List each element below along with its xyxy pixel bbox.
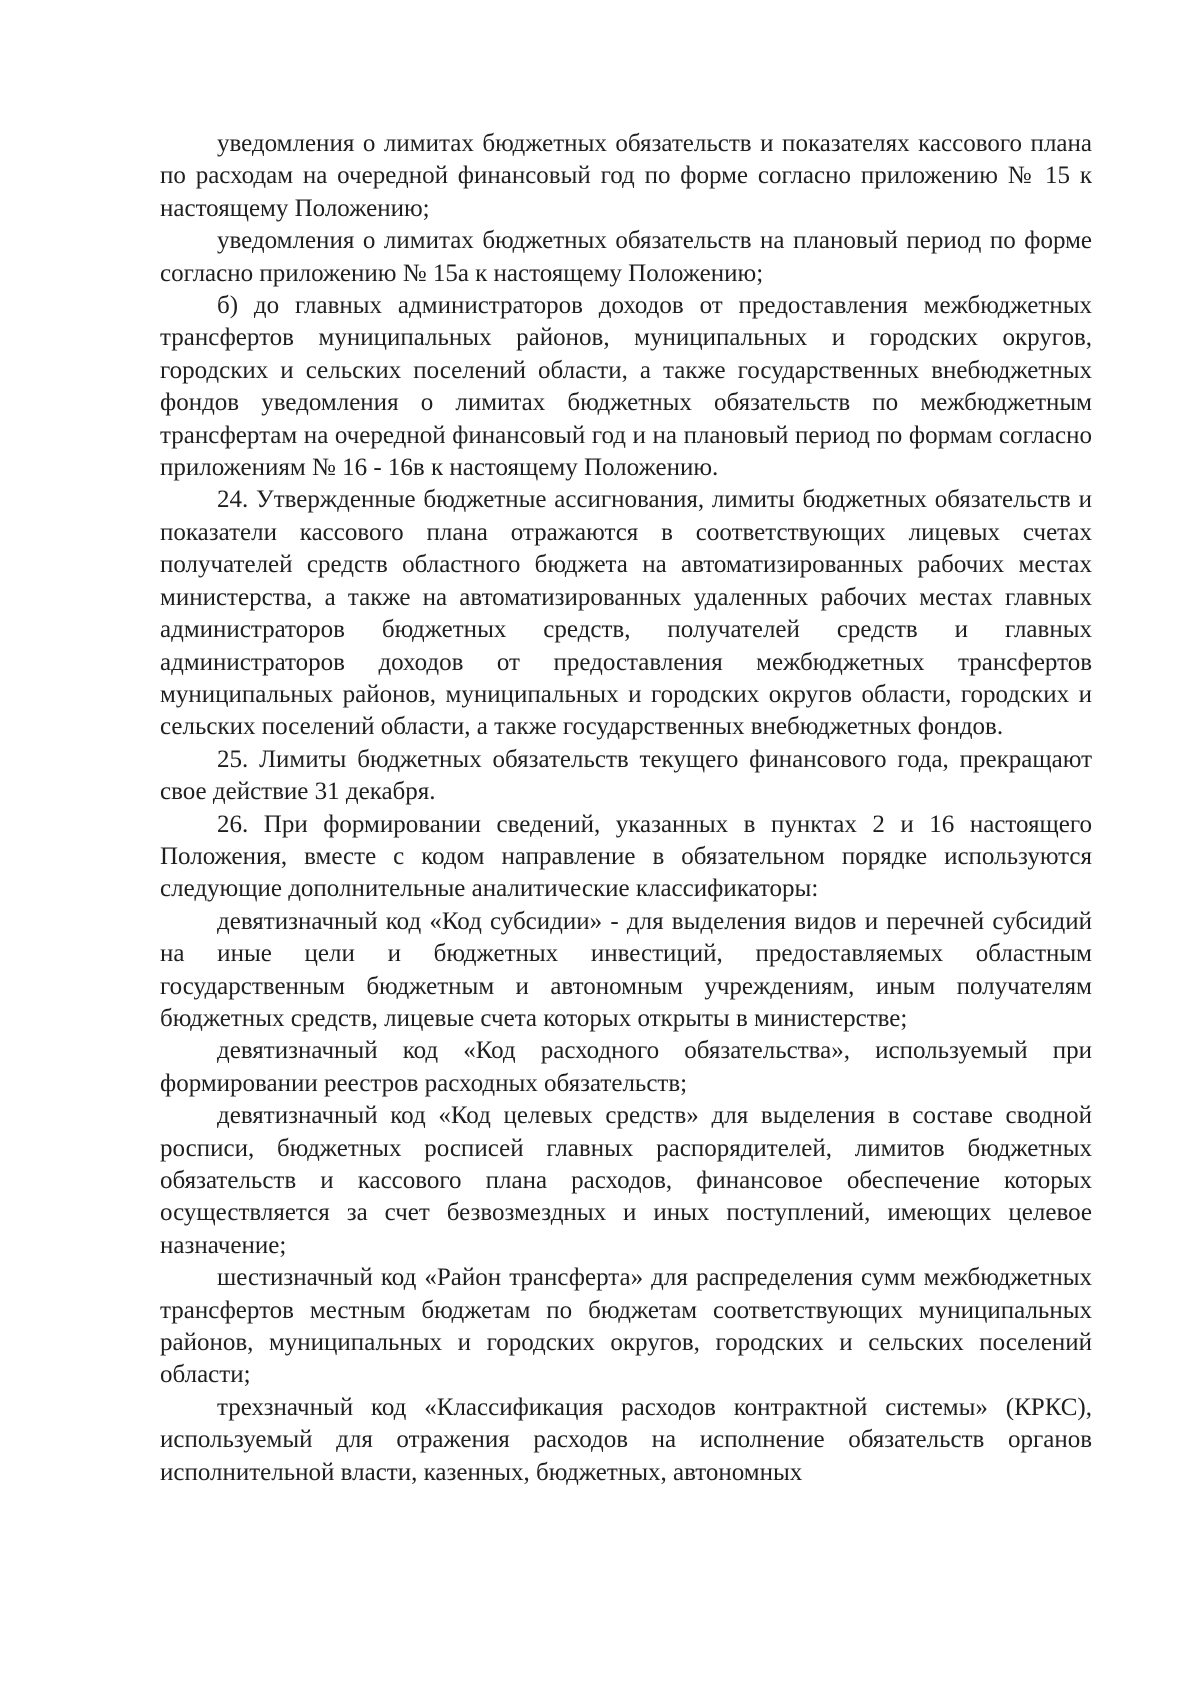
paragraph-transfer-district-code: шестизначный код «Район трансферта» для распределения сумм межбюджетных трансфертов местным бюджетам по бюджетам соответствующих муниципальных районов, муниципальных и городских округов, городских и сельских поселений области; — [160, 1264, 1092, 1389]
paragraph-26: 26. При формировании сведений, указанных в пунктах 2 и 16 настоящего Положения, вместе с кодом направление в обязательном порядке используются следующие дополнительные аналитические классификаторы: — [160, 810, 1092, 903]
paragraph-subsidy-code: девятизначный код «Код субсидии» - для выделения видов и перечней субсидий на иные цели и бюджетных инвестиций, предоставляемых областным государственным бюджетным и автономным учреждениям, иным получателям бюджетных средств, лицевые счета которых открыты в министерстве; — [160, 907, 1092, 1032]
paragraph-target-funds-code: девятизначный код «Код целевых средств» для выделения в составе сводной росписи, бюджетных росписей главных распорядителей, лимитов бюджетных обязательств и кассового плана расходов, финансовое обеспечение которых осуществляется за счет безвозмездных и иных поступлений, имеющих целевое назначение; — [160, 1102, 1092, 1259]
paragraph-25: 25. Лимиты бюджетных обязательств текущего финансового года, прекращают свое действие 31 декабря. — [160, 745, 1092, 806]
paragraph-notice-limits-cash-plan: уведомления о лимитах бюджетных обязательств и показателях кассового плана по расходам на очередной финансовый год по форме согласно приложению № 15 к настоящему Положению; — [160, 130, 1092, 222]
document-body — [160, 128, 1092, 1489]
paragraph-item-b: б) до главных администраторов доходов от предоставления межбюджетных трансфертов муниципальных районов, муниципальных и городских округов, городских и сельских поселений области, а также государственных внебюджетных фондов уведомления о лимитах бюджетных обязательств по межбюджетным трансфертам на очередной финансовый год и на плановый период по формам согласно приложениям № 16 - 16в к настоящему Положению. — [160, 292, 1092, 482]
paragraph-expense-obligation-code: девятизначный код «Код расходного обязательства», используемый при формировании реестров расходных обязательств; — [160, 1037, 1092, 1097]
paragraph-krks-code: трехзначный код «Классификация расходов контрактной системы» (КРКС), используемый для отражения расходов на исполнение обязательств органов исполнительной власти, казенных, бюджетных, автономных — [160, 1393, 1092, 1486]
paragraph-notice-limits-planning: уведомления о лимитах бюджетных обязательств на плановый период по форме согласно приложению № 15а к настоящему Положению; — [160, 227, 1092, 287]
paragraph-24: 24. Утвержденные бюджетные ассигнования, лимиты бюджетных обязательств и показатели кассового плана отражаются в соответствующих лицевых счетах получателей средств областного бюджета на автоматизированных рабочих местах министерства, а также на автоматизированных удаленных рабочих местах главных администраторов бюджетных средств, получателей средств и главных администраторов доходов от предоставления межбюджетных трансфертов муниципальных районов, муниципальных и городских округов области, городских и сельских поселений области, а также государственных внебюджетных фондов. — [160, 486, 1092, 741]
